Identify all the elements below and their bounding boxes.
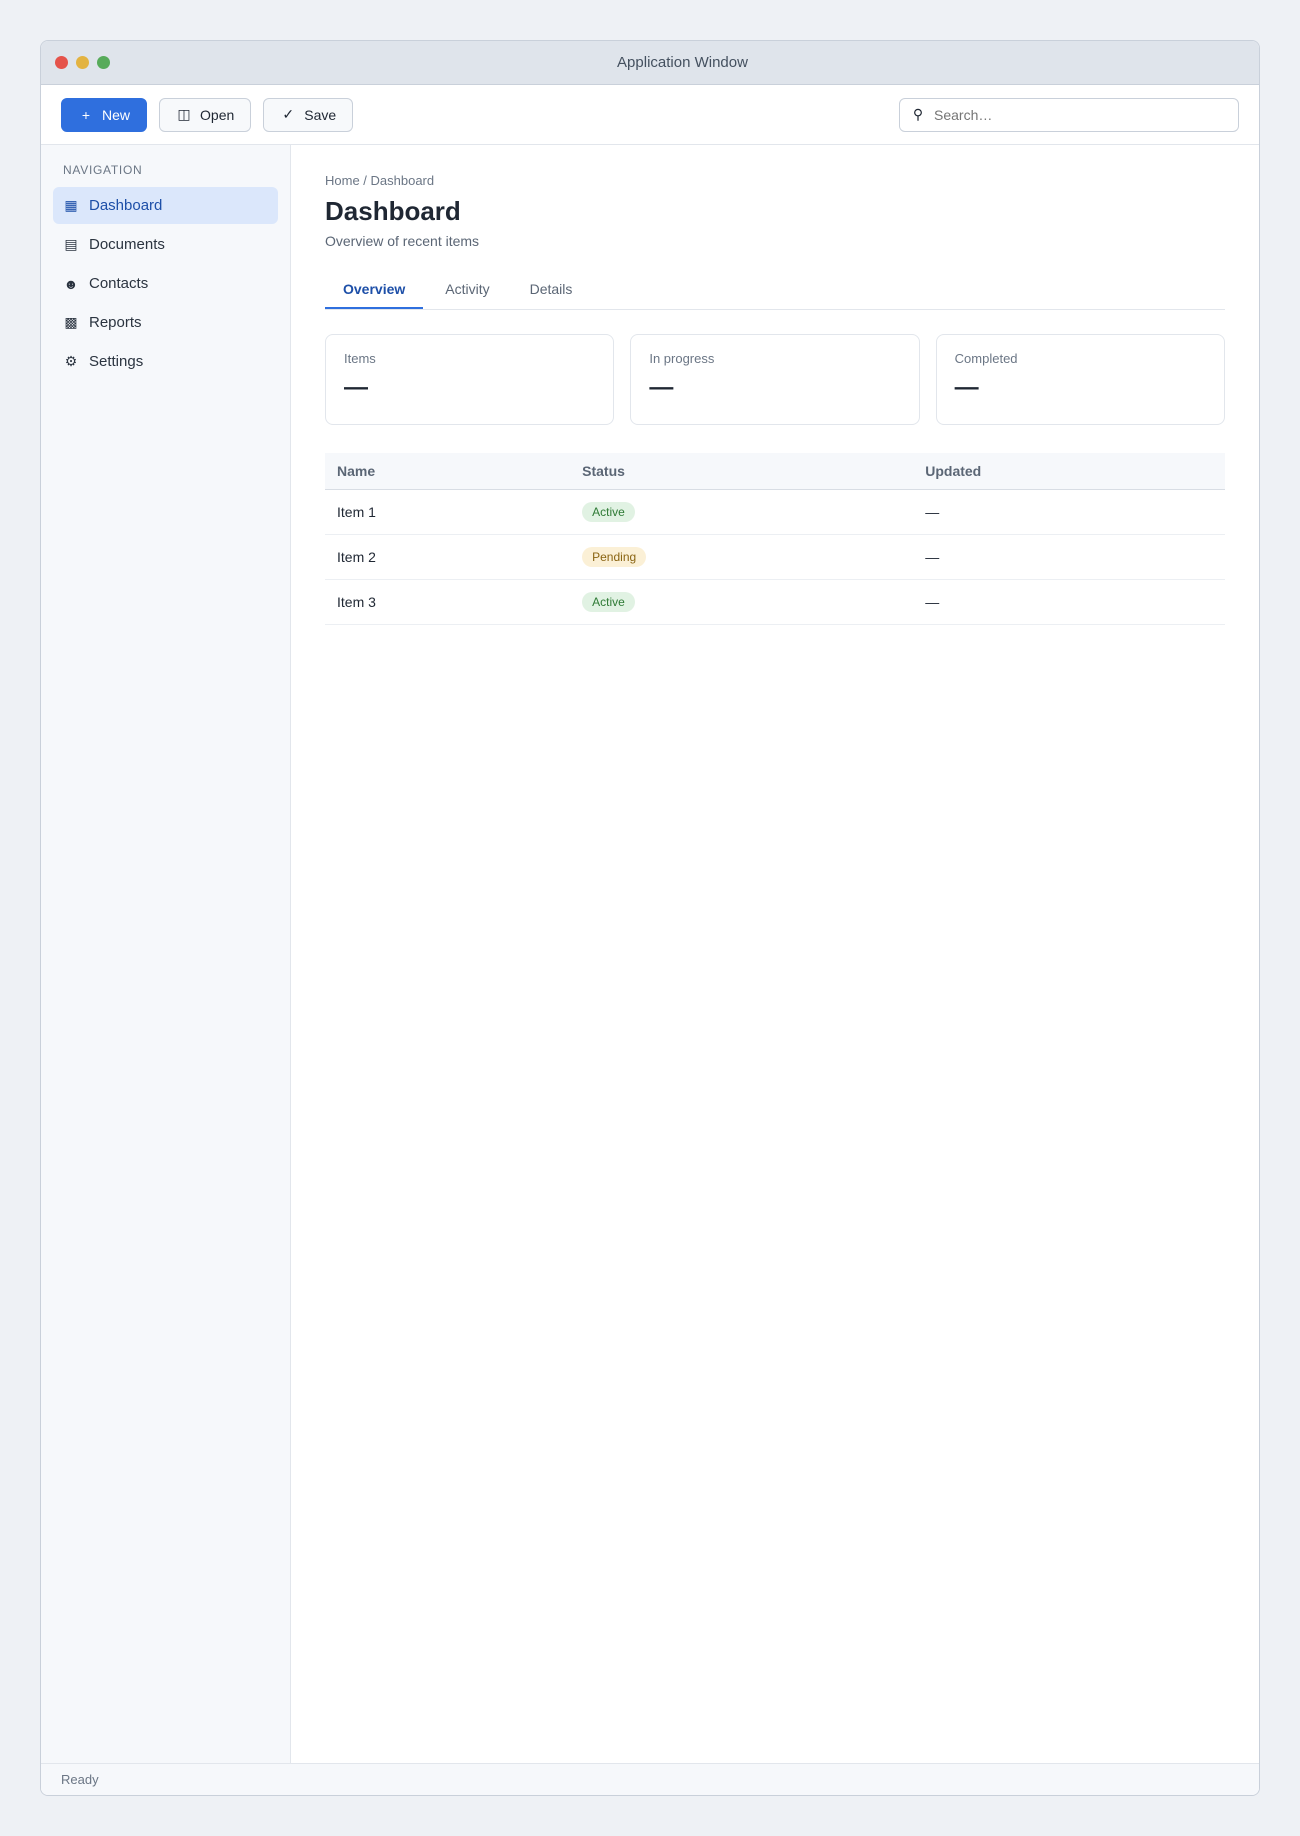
cell-status — [570, 580, 913, 625]
app-window — [40, 40, 1260, 1796]
tab-bar — [325, 271, 1225, 310]
save-button-label: Save — [304, 106, 337, 123]
status-bar — [41, 1763, 1259, 1795]
window-title: Application Window — [617, 54, 748, 71]
close-window-button[interactable] — [55, 56, 68, 69]
search-icon: ⚲ — [912, 106, 924, 122]
document-icon: ▤ — [64, 236, 78, 252]
tab-details[interactable]: Details — [529, 281, 573, 297]
status-badge: Active — [582, 502, 635, 522]
sidebar-item-settings[interactable] — [53, 343, 278, 380]
sidebar-item-label: Settings — [89, 353, 144, 370]
open-button-label: Open — [200, 106, 235, 123]
column-header-name[interactable]: Name — [325, 453, 570, 490]
items-table — [325, 453, 1225, 625]
status-text: Ready — [61, 1772, 99, 1787]
status-badge: Active — [582, 592, 635, 612]
table-row[interactable] — [325, 535, 1225, 580]
search-input[interactable] — [934, 107, 1228, 123]
window-controls — [55, 56, 110, 69]
summary-card — [936, 334, 1225, 425]
content-area — [41, 145, 1259, 1763]
toolbar — [41, 85, 1259, 145]
card-label: Items — [344, 351, 376, 366]
save-button[interactable] — [263, 98, 353, 132]
page-title: Dashboard — [325, 196, 461, 226]
cell-status — [570, 535, 913, 580]
cell-updated: — — [913, 580, 1225, 625]
sidebar-item-dashboard[interactable] — [53, 187, 278, 224]
sidebar-item-label: Reports — [89, 314, 142, 331]
column-header-updated[interactable]: Updated — [913, 453, 1225, 490]
save-icon: ✓ — [282, 106, 295, 122]
plus-icon: + — [81, 106, 91, 123]
new-button-label: New — [102, 106, 131, 123]
card-value: — — [344, 374, 368, 401]
cell-name: Item 3 — [325, 580, 570, 625]
sidebar-item-label: Dashboard — [89, 197, 163, 214]
summary-card — [630, 334, 919, 425]
cell-status — [570, 490, 913, 535]
sidebar-item-contacts[interactable] — [53, 265, 278, 302]
column-header-status[interactable]: Status — [570, 453, 913, 490]
card-label: In progress — [649, 351, 715, 366]
folder-icon: ◫ — [177, 106, 191, 122]
sidebar-item-label: Documents — [89, 236, 165, 253]
user-icon: ☻ — [63, 275, 79, 292]
search-box[interactable] — [899, 98, 1239, 132]
chart-icon: ▩ — [64, 314, 78, 330]
tab-overview[interactable]: Overview — [325, 271, 423, 309]
new-button[interactable] — [61, 98, 147, 132]
tab-activity[interactable]: Activity — [445, 281, 490, 297]
table-row[interactable] — [325, 490, 1225, 535]
gear-icon: ⚙ — [64, 353, 78, 369]
summary-cards — [325, 334, 1225, 425]
card-value: — — [954, 374, 979, 401]
open-button[interactable] — [159, 98, 251, 132]
title-bar — [41, 41, 1259, 85]
sidebar — [41, 145, 291, 1763]
main-panel — [291, 145, 1259, 1763]
table-header-row — [325, 453, 1225, 490]
table-row[interactable] — [325, 580, 1225, 625]
card-label: Completed — [954, 351, 1018, 366]
cell-name: Item 2 — [325, 535, 570, 580]
status-badge: Pending — [582, 547, 646, 567]
cell-updated: — — [913, 490, 1225, 535]
breadcrumb: Home / Dashboard — [325, 173, 435, 188]
cell-updated: — — [913, 535, 1225, 580]
sidebar-item-label: Contacts — [89, 275, 149, 292]
page-subtitle: Overview of recent items — [325, 233, 480, 249]
cell-name: Item 1 — [325, 490, 570, 535]
grid-icon: ▦ — [64, 197, 78, 213]
minimize-window-button[interactable] — [76, 56, 89, 69]
maximize-window-button[interactable] — [97, 56, 110, 69]
sidebar-heading: NAVIGATION — [63, 163, 143, 177]
summary-card — [325, 334, 614, 425]
sidebar-item-documents[interactable] — [53, 226, 278, 263]
sidebar-item-reports[interactable] — [53, 304, 278, 341]
card-value: — — [649, 374, 674, 401]
